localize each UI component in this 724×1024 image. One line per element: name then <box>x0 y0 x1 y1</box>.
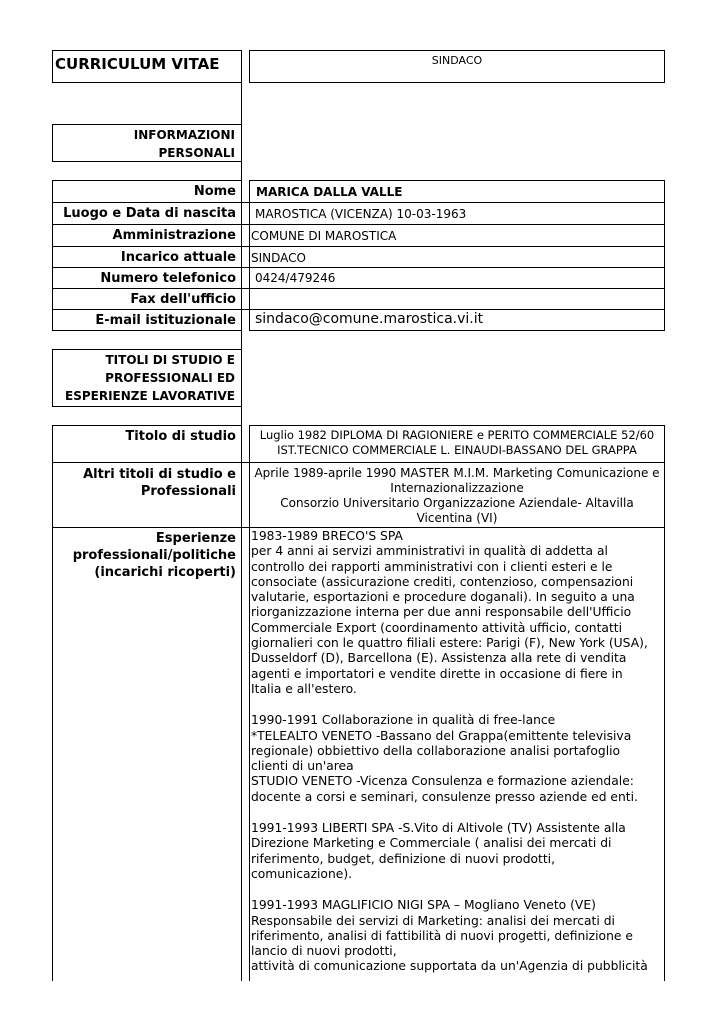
experience-line: 1991-1993 MAGLIFICIO NIGI SPA – Mogliano Veneto (VE) <box>251 898 596 913</box>
experience-line: *TELEALTO VENETO -Bassano del Grappa(emittente televisiva <box>251 728 632 743</box>
field-label-luogo-data: Luogo e Data di nascita <box>63 206 236 221</box>
experience-line: riferimento, budget, definizione di nuovi prodotti, <box>251 851 555 866</box>
field-value-amministrazione: COMUNE DI MAROSTICA <box>251 229 397 243</box>
experience-text <box>251 529 663 981</box>
field-value-telefono: 0424/479246 <box>255 271 336 285</box>
experience-line: valutarie, esportazioni e procedure doganali). In seguito a una <box>251 590 635 605</box>
row-divider <box>52 246 665 247</box>
field-value-email: sindaco@comune.marostica.vi.it <box>255 311 484 327</box>
personal-section-title-2: PERSONALI <box>158 146 235 160</box>
field-label-telefono: Numero telefonico <box>100 271 236 286</box>
experience-line: Responsabile dei servizi di Marketing: analisi dei mercati di <box>251 913 615 928</box>
role-box <box>249 50 665 83</box>
experience-line: consociate (assicurazione crediti, contenzioso, compensazioni <box>251 574 634 589</box>
experience-line: per 4 anni ai servizi amministrativi in qualità di addetta al <box>251 544 608 559</box>
experience-line: lancio di nuovi prodotti, <box>251 944 397 959</box>
personal-section-title-1: INFORMAZIONI <box>133 128 235 142</box>
experience-spacer <box>251 882 663 898</box>
field-label-incarico: Incarico attuale <box>120 250 236 265</box>
field-label-email: E-mail istituzionale <box>95 313 236 328</box>
titles-section-header <box>52 349 242 407</box>
experience-line: agenti e importatori e vendite dirette in occasione di fiere in <box>251 666 623 681</box>
education-labels-box <box>52 425 242 981</box>
experience-line: attività di comunicazione supportata da un'Agenzia di pubblicità <box>251 959 648 974</box>
experience-spacer <box>251 697 663 713</box>
field-value-incarico: SINDACO <box>251 251 306 265</box>
field-label-amministrazione: Amministrazione <box>112 228 236 243</box>
field-value-nome: MARICA DALLA VALLE <box>256 185 403 199</box>
experience-spacer <box>251 805 663 821</box>
field-value-luogo-data: MAROSTICA (VICENZA) 10-03-1963 <box>255 207 467 221</box>
other-titles-line-1: Aprile 1989-aprile 1990 MASTER M.I.M. Marketing Comunicazione e <box>254 466 660 480</box>
education-line-2: IST.TECNICO COMMERCIALE L. EINAUDI-BASSANO DEL GRAPPA <box>277 443 637 457</box>
experience-line: Italia e all'estero. <box>251 681 357 696</box>
role-value: SINDACO <box>431 54 483 67</box>
row-divider <box>52 527 665 528</box>
personal-section-header <box>52 124 242 162</box>
experience-line: clienti di un'area <box>251 759 354 774</box>
cv-title: CURRICULUM VITAE <box>55 55 220 73</box>
other-titles-label-1: Altri titoli di studio e <box>83 467 236 482</box>
field-label-nome: Nome <box>193 184 236 199</box>
other-titles-line-4: Vicentina (VI) <box>416 511 498 525</box>
row-divider <box>52 288 665 289</box>
experience-line: docente a corsi e seminari, consulenze presso aziende ed enti. <box>251 789 638 804</box>
cv-title-box <box>52 50 242 83</box>
row-divider <box>52 224 665 225</box>
experience-line: regionale) obbiettivo della collaborazione analisi portafoglio <box>251 743 621 758</box>
field-label-fax: Fax dell'ufficio <box>130 292 236 307</box>
experience-line: riferimento, analisi di fattibilità di nuovi progetti, definizione e <box>251 928 633 943</box>
titles-section-line-1: TITOLI DI STUDIO E <box>105 353 235 367</box>
row-divider <box>52 202 665 203</box>
experience-label-2: professionali/politiche <box>72 548 236 563</box>
experience-line: Commerciale Export (coordinamento attività ufficio, contatti <box>251 620 623 635</box>
experience-label-3: (incarichi ricoperti) <box>94 565 236 580</box>
experience-line: 1983-1989 BRECO'S SPA <box>251 529 403 543</box>
experience-line: riorganizzazione interna per due anni responsabile dell'Ufficio <box>251 605 632 620</box>
experience-line: Dusseldorf (D), Barcellona (E). Assistenza alla rete di vendita <box>251 651 627 666</box>
titles-section-line-2: PROFESSIONALI ED <box>105 371 235 385</box>
row-divider <box>52 462 665 463</box>
education-line-1: Luglio 1982 DIPLOMA DI RAGIONIERE e PERITO COMMERCIALE 52/60 <box>259 428 655 442</box>
experience-line: STUDIO VENETO -Vicenza Consulenza e formazione aziendale: <box>251 774 634 789</box>
titles-section-line-3: ESPERIENZE LAVORATIVE <box>65 389 235 403</box>
experience-line: 1990-1991 Collaborazione in qualità di free-lance <box>251 713 556 728</box>
experience-line: controllo dei rapporti amministrativi con i clienti esteri e le <box>251 559 613 574</box>
other-titles-label-2: Professionali <box>140 484 236 499</box>
education-label: Titolo di studio <box>125 429 236 444</box>
experience-line: comunicazione). <box>251 866 353 881</box>
experience-line: 1991-1993 LIBERTI SPA -S.Vito di Altivole (TV) Assistente alla <box>251 821 626 836</box>
experience-label-1: Esperienze <box>155 531 236 546</box>
row-divider <box>52 309 665 310</box>
experience-line: giornalieri con le quattro filiali estere: Parigi (F), New York (USA), <box>251 636 648 651</box>
other-titles-line-3: Consorzio Universitario Organizzazione Aziendale- Altavilla <box>280 496 634 510</box>
other-titles-line-2: Internazionalizzazione <box>390 481 524 495</box>
row-divider <box>52 267 665 268</box>
experience-line: Direzione Marketing e Commerciale ( analisi dei mercati di <box>251 836 612 851</box>
